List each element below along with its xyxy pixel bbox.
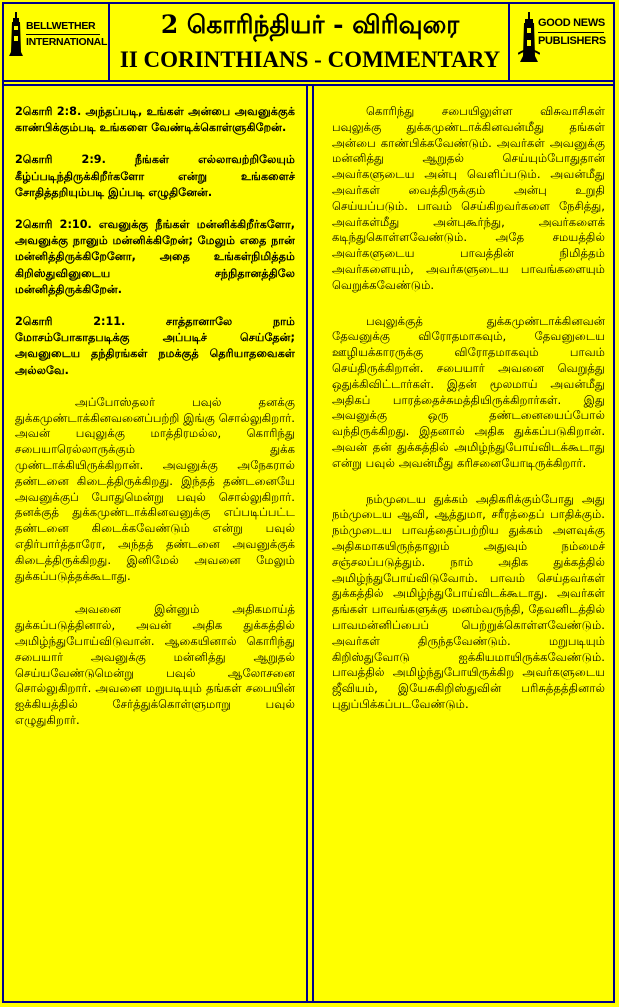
header bbox=[2, 2, 615, 80]
right-logo-box bbox=[510, 2, 615, 80]
left-logo-line1: BELLWETHER bbox=[26, 20, 96, 32]
verse-2-11: 2கொரி 2:11. சாத்தானாலே நாம் மோசம்போகாதபடிக்கு அப்படிச் செய்தேன்; அவனுடைய தந்திரங்கள் நமக்குத் தெரியாதவைகள் அல்லவே. bbox=[15, 315, 295, 377]
verse-2-8: 2கொரி 2:8. அந்தப்படி, உங்கள் அன்பை அவனுக்குக் காண்பிக்கும்படி உங்களை வேண்டிக்கொள்ளுகிறேன். bbox=[15, 105, 295, 135]
title-tamil: 2 கொரிந்தியர் - விரிவுரை bbox=[160, 10, 460, 39]
commentary-paragraph: நம்முடைய துக்கம் அதிகரிக்கும்போது அது நம்முடைய ஆவி, ஆத்துமா, சரீரத்தைப் பாதிக்கும். நம்முடைய பாவத்தைப்பற்றிய துக்கம் அளவுக்கு அதிகமாகயிருந்தாலும் அதுவும் நம்மைச் சஞ்சலப்படுத்தும். நாம் அதிக துக்கத்தில் அமிழ்ந்துபோய்விடுவோம். பாவம் செய்தவர்கள் துக்கத்தில் அமிழ்ந்துபோய்விடக்கூடாது. அவர்கள் தங்கள் பாவங்களுக்கு மனம்வருந்தி, தேவனிடத்தில் பாவமன்னிப்பைப் பெற்றுக்கொள்ளவேண்டும். அவர்கள் திருந்தவேண்டும். மறுபடியும் கிறிஸ்துவோடு ஐக்கியமாயிருக்கவேண்டும். பாவத்தில் அமிழ்ந்துபோயிருக்கிற அவர்களுடைய ஜீவியம், இயேசுகிறிஸ்துவின் பரிசுத்தத்தினால் புதுப்பிக்கப்படவேண்டும். bbox=[332, 491, 605, 711]
left-logo-line2: INTERNATIONAL bbox=[26, 36, 108, 48]
tower-icon bbox=[8, 12, 24, 56]
commentary-paragraph: பவுலுக்குத் துக்கமுண்டாக்கினவன் தேவனுக்கு விரோதமாகவும், தேவனுடைய ஊழியக்காரருக்கு விரோதமாகவும் பாவம் செய்திருக்கிறான். சபையார் அவனை வெறுத்து ஒதுக்கிவிட்டார்கள். இதன் மூலமாய் அவன்மீது அதிகப் பாரத்தைச்சுமத்தியிருக்கிறார்கள். இது அவனுக்கு ஒரு தண்டனையைப்போல் வந்திருக்கிறது. இதனால் அதிக துக்கப்படுகிறான். அவன் தன் துக்கத்தில் அமிழ்ந்துபோய்விடக்கூடாது என்று பவுல் அவன்மீது கரிசனையோடிருக்கிறார். bbox=[332, 313, 605, 470]
commentary-paragraph: அவனை இன்னும் அதிகமாய்த் துக்கப்படுத்தினால், அவன் அதிக துக்கத்தில் அமிழ்ந்துபோய்விடுவான். ஆகையினால் கொரிந்து சபையார் அவனுக்கு மன்னித்து ஆறுதல் செய்யவேண்டுமென்று பவுல் ஆலோசனை சொல்லுகிறார். அவனை மறுபடியும் தங்கள் சபையின் ஐக்கியத்தில் சேர்த்துக்கொள்ளுமாறு பவுல் எழுதுகிறார். bbox=[15, 602, 295, 727]
good-news-logo bbox=[516, 12, 612, 68]
verse-2-10: 2கொரி 2:10. எவனுக்கு நீங்கள் மன்னிக்கிறீர்களோ, அவனுக்கு நானும் மன்னிக்கிறேன்; மேலும் எதை நான் மன்னித்திருக்கிறேனோ, அதை உங்கள்நிமித்தம் கிறிஸ்துவினுடைய சந்நிதானத்திலே மன்னித்திருக்கிறேன். bbox=[15, 218, 295, 296]
right-logo-line2: PUBLISHERS bbox=[538, 35, 606, 47]
right-logo-line1: GOOD NEWS bbox=[538, 17, 605, 29]
verse-2-9: 2கொரி 2:9. நீங்கள் எல்லாவற்றிலேயும் கீழ்ப்படிந்திருக்கிறீர்களோ என்று உங்களைச் சோதித்தறியும்படி இப்படி எழுதினேன். bbox=[15, 153, 295, 199]
left-column bbox=[2, 86, 308, 1003]
commentary-paragraph: கொரிந்து சபையிலுள்ள விசுவாசிகள் பவுலுக்கு துக்கமுண்டாக்கினவன்மீது தங்கள் அன்பை காண்பிக்கவேண்டும். அவர்கள் அவனுக்கு மன்னித்து ஆறுதல் செய்யும்போதுதான் அவர்களுடைய அன்பு வெளிப்படும். அவன்மீது அவர்கள் வைத்திருக்கும் அன்பு உறுதி செய்யப்படும். பாவம் செய்கிறவர்களை நேசித்து, அவர்கள்மீது அன்புகூர்ந்து, அவர்களைக் கடிந்துகொள்ளவேண்டும். அதே சமயத்தில் அவர்களுடைய பாவத்தின் நிமித்தம் அவர்களையும், அவர்களுடைய பாவங்களையும் வெறுக்கவேண்டும். bbox=[332, 104, 605, 292]
bellwether-logo bbox=[8, 12, 108, 68]
right-column bbox=[312, 86, 615, 1003]
title-english: II CORINTHIANS - COMMENTARY bbox=[119, 47, 501, 72]
commentary-paragraph: அப்போஸ்தலர் பவுல் தனக்கு துக்கமுண்டாக்கினவனைப்பற்றி இங்கு சொல்லுகிறார். அவன் பவுலுக்கு மாத்திரமல்ல, கொரிந்து சபையாரெல்லாருக்கும் துக்க முண்டாக்கியிருக்கிறான். அவனுக்கு அநேகரால் தண்டனை கிடைத்திருக்கிறது. இந்தத் தண்டனையே அவனுக்குப் போதுமென்று பவுல் சொல்லுகிறார். தனக்குத் துக்கமுண்டாக்கினவனுக்கு எப்படிப்பட்ட தண்டனை கிடைக்கவேண்டும் என்று பவுல் எதிர்பார்த்தாரோ, அந்தத் தண்டனை அவனுக்குக் கிடைத்திருக்கிறது. இனிமேல் அவனை மேலும் துக்கப்படுத்தக்கூடாது. bbox=[15, 394, 295, 583]
title-box bbox=[110, 2, 510, 80]
left-logo-box bbox=[2, 2, 110, 80]
tower-icon bbox=[518, 12, 540, 62]
